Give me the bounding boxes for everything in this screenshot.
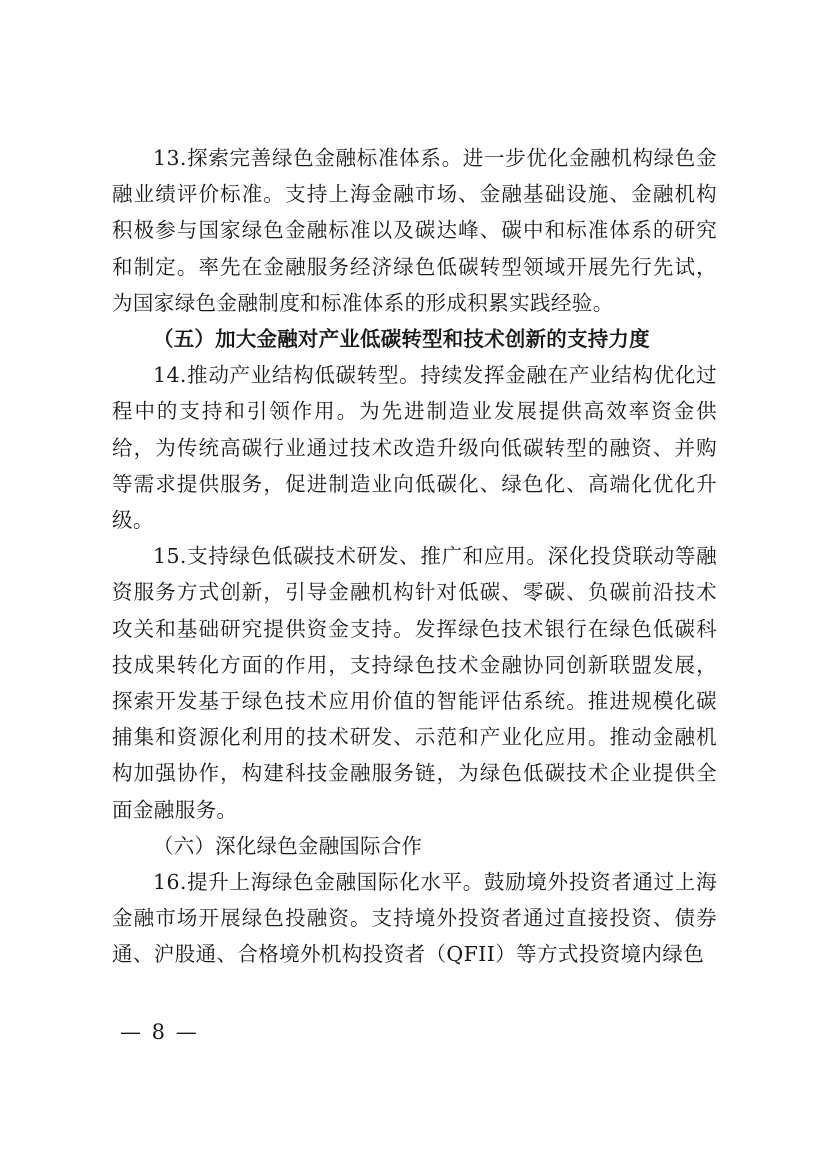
section-heading-6: （六）深化绿色金融国际合作 (153, 833, 423, 858)
paragraph-13: 13.探索完善绿色金融标准体系。进一步优化金融机构绿色金融业绩评价标准。支持上海金融市场、金融基础设施、金融机构积极参与国家绿色金融标准以及碳达峰、碳中和标准体系的研究和制定。率先在金融服务经济绿色低碳转型领域开展先行先试，为国家绿色金融制度和标准体系的形成积累实践经验。 (112, 146, 717, 315)
section-heading-5: （五）加大金融对产业低碳转型和技术创新的支持力度 (153, 327, 650, 352)
paragraph-15: 15.支持绿色低碳技术研发、推广和应用。深化投贷联动等融资服务方式创新，引导金融机构针对低碳、零碳、负碳前沿技术攻关和基础研究提供资金支持。发挥绿色技术银行在绿色低碳科技成果转化方面的作用，支持绿色技术金融协同创新联盟发展，探索开发基于绿色技术应用价值的智能评估系统。推进规模化碳捕集和资源化利用的技术研发、示范和产业化应用。推动金融机构加强协作，构建科技金融服务链，为绿色低碳技术企业提供全面金融服务。 (112, 544, 717, 822)
document-body (112, 140, 717, 973)
page-number: — 8 — (120, 1020, 199, 1044)
paragraph-14: 14.推动产业结构低碳转型。持续发挥金融在产业结构优化过程中的支持和引领作用。为先进制造业发展提供高效率资金供给，为传统高碳行业通过技术改造升级向低碳转型的融资、并购等需求提供服务，促进制造业向低碳化、绿色化、高端化优化升级。 (112, 363, 717, 533)
paragraph-16: 16.提升上海绿色金融国际化水平。鼓励境外投资者通过上海金融市场开展绿色投融资。支持境外投资者通过直接投资、债券通、沪股通、合格境外机构投资者（QFII）等方式投资境内绿色 (112, 870, 717, 967)
